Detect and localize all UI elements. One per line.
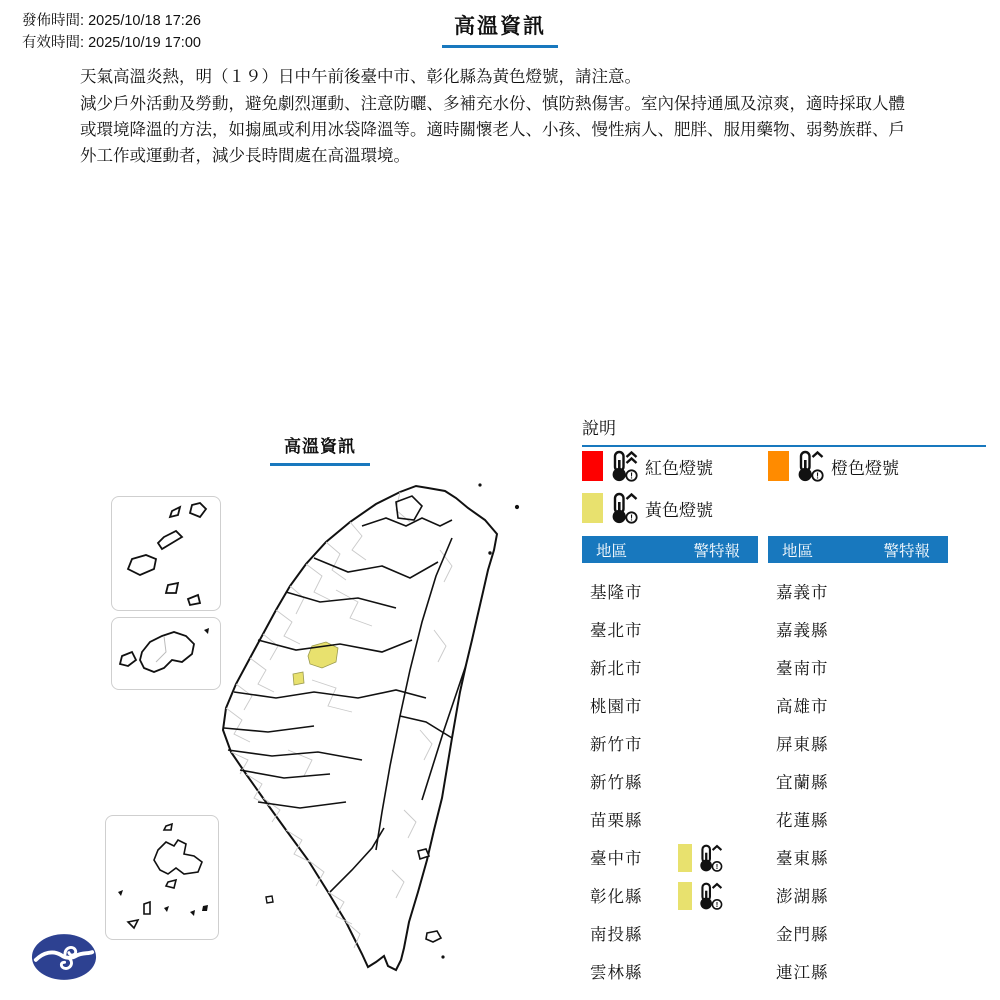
region-name: 基隆市 (590, 584, 643, 602)
region-name: 新竹縣 (590, 774, 643, 792)
table-row (582, 724, 758, 762)
svg-text:!: ! (630, 470, 633, 481)
kinmen-islands (112, 618, 220, 689)
table-row (582, 914, 758, 952)
region-name: 臺中市 (590, 850, 643, 868)
thermometer-icon (696, 843, 723, 873)
header-warning: 警特報 (883, 542, 930, 560)
bulletin-advisory: 減少戶外活動及勞動，避免劇烈運動、注意防曬、多補充水份、慎防熱傷害。室內保持通風及涼爽，適時採取人體或環境降溫的方法，如搧風或利用冰袋降溫等。適時關懷老人、小孩、慢性病人、肥胖、服用藥物、弱勢族群、戶外工作或運動者，減少長時間處在高溫環境。 (80, 95, 905, 165)
region-name: 宜蘭縣 (776, 774, 829, 792)
taiwan-main-island (223, 486, 497, 970)
thermometer-icon (794, 449, 824, 483)
region-name: 彰化縣 (590, 888, 643, 906)
table-row (582, 572, 758, 610)
table-row (768, 572, 948, 610)
header-region: 地區 (596, 542, 628, 560)
region-name: 高雄市 (776, 698, 829, 716)
legend-item-label: 黃色燈號 (645, 500, 713, 520)
table-header (582, 536, 758, 563)
region-name: 新竹市 (590, 736, 643, 754)
matsu-islands (112, 497, 220, 610)
inset-penghu (105, 815, 219, 940)
region-name: 嘉義縣 (776, 622, 829, 640)
table-row (582, 762, 758, 800)
legend-item (582, 450, 713, 482)
region-table-left (582, 536, 758, 990)
table-row (768, 914, 948, 952)
inset-matsu (111, 496, 221, 611)
legend-color-swatch (582, 493, 603, 523)
table-row (582, 838, 758, 876)
legend (582, 414, 986, 523)
table-row (582, 876, 758, 914)
region-name: 金門縣 (776, 926, 829, 944)
page-title: 高溫資訊 (442, 10, 558, 48)
legend-title: 說明 (582, 419, 616, 438)
valid-time-line: 有效時間: 2025/10/19 17:00 (22, 35, 201, 51)
thermometer-icon (608, 449, 638, 483)
table-row (768, 800, 948, 838)
table-header (768, 536, 948, 563)
table-row (768, 838, 948, 876)
table-row (582, 800, 758, 838)
svg-text:!: ! (715, 862, 719, 872)
thermometer-icon (608, 491, 638, 525)
penghu-islands (106, 816, 218, 939)
region-name: 新北市 (590, 660, 643, 678)
table-row (582, 686, 758, 724)
table-row (768, 610, 948, 648)
region-name: 花蓮縣 (776, 812, 829, 830)
legend-item-label: 紅色燈號 (645, 458, 713, 478)
warning-color-swatch (678, 882, 692, 910)
bulletin-text (80, 64, 912, 169)
region-name: 臺北市 (590, 622, 643, 640)
page-title-wrap (0, 10, 1000, 48)
warning-cell (678, 881, 723, 911)
svg-text:!: ! (715, 900, 719, 910)
header-warning: 警特報 (693, 542, 740, 560)
map-title: 高溫資訊 (270, 432, 370, 466)
legend-item-label: 橙色燈號 (831, 458, 899, 478)
publish-time-line: 發佈時間: 2025/10/18 17:26 (22, 13, 201, 29)
region-name: 苗栗縣 (590, 812, 643, 830)
legend-color-swatch (582, 451, 603, 481)
table-row (768, 876, 948, 914)
header-region: 地區 (782, 542, 814, 560)
table-row (582, 610, 758, 648)
region-name: 雲林縣 (590, 964, 643, 982)
svg-text:!: ! (630, 512, 633, 523)
inset-kinmen (111, 617, 221, 690)
table-row (768, 686, 948, 724)
legend-item (768, 450, 899, 482)
table-row (582, 648, 758, 686)
region-name: 連江縣 (776, 964, 829, 982)
region-name: 南投縣 (590, 926, 643, 944)
table-row (582, 952, 758, 990)
table-row (768, 724, 948, 762)
region-name: 臺東縣 (776, 850, 829, 868)
region-name: 嘉義市 (776, 584, 829, 602)
table-rows (582, 572, 758, 990)
region-name: 臺南市 (776, 660, 829, 678)
warning-cell (678, 843, 723, 873)
region-name: 澎湖縣 (776, 888, 829, 906)
cwa-logo (30, 932, 98, 982)
legend-color-swatch (768, 451, 789, 481)
region-name: 屏東縣 (776, 736, 829, 754)
bulletin-headline: 天氣高溫炎熱，明（１９）日中午前後臺中市、彰化縣為黃色燈號，請注意。 (80, 68, 641, 86)
region-table-right (768, 536, 948, 990)
legend-underline (582, 445, 986, 447)
liuqiu-island (266, 896, 273, 903)
warning-color-swatch (678, 844, 692, 872)
table-row (768, 648, 948, 686)
table-row (768, 952, 948, 990)
svg-text:!: ! (816, 470, 819, 481)
region-name: 桃園市 (590, 698, 643, 716)
orchid-island (426, 931, 441, 942)
table-rows (768, 572, 948, 990)
table-row (768, 762, 948, 800)
legend-item (582, 492, 713, 524)
thermometer-icon (696, 881, 723, 911)
